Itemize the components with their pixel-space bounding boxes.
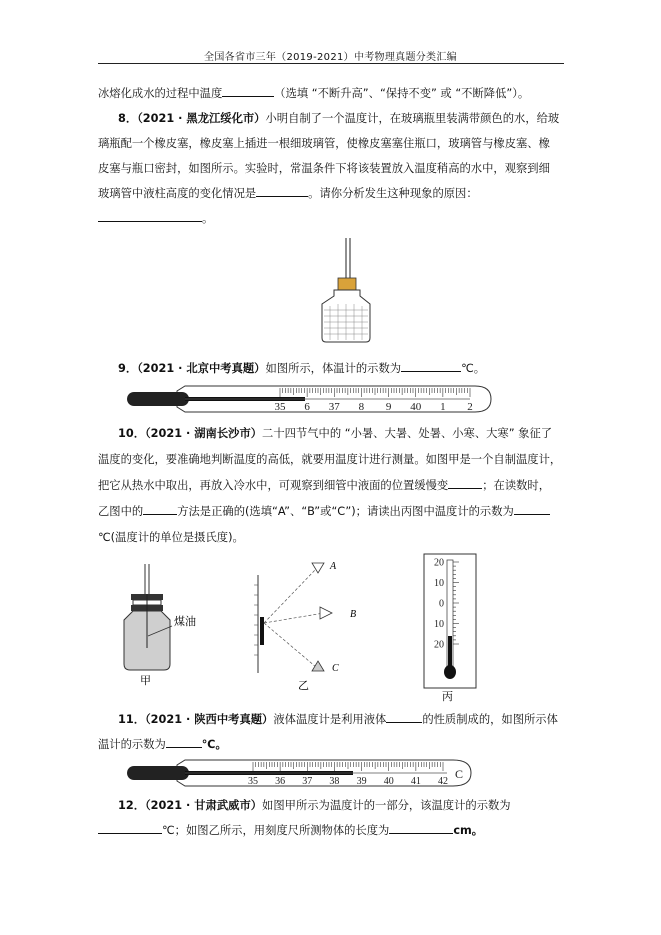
fig-jia-label: 甲 xyxy=(140,674,151,687)
q9-text-a: 如图所示，体温计的示数为 xyxy=(265,362,402,375)
q11-text-c: 温计的示数为 xyxy=(98,738,166,751)
q10-text-b: ；在读数时， xyxy=(482,479,551,492)
q10-blank-2[interactable] xyxy=(143,503,177,515)
page-header: 全国各省市三年（2019-2021）中考物理真题分类汇编 xyxy=(204,52,457,63)
q11-scale-label: 37 xyxy=(302,776,313,787)
q7-text-a: 冰熔化成水的过程中温度 xyxy=(98,87,223,100)
q7-text-b: （选填 “不断升高”、“保持不变” 或 “不断降低”）。 xyxy=(274,87,530,100)
q8-blank-1[interactable] xyxy=(256,185,308,197)
q11-text-d: ℃。 xyxy=(201,738,227,751)
q12-line1 xyxy=(118,797,511,815)
q11-scale-label: 35 xyxy=(248,776,258,787)
q8-text: 小明自制了一个温度计，在玻璃瓶里装满带颜色的水，给玻 xyxy=(265,112,560,125)
fig-bing-label: 丙 xyxy=(442,690,453,703)
q8-line4 xyxy=(98,185,478,203)
fig-jia xyxy=(118,560,208,690)
q9-source: 9．（2021 · 北京中考真题） xyxy=(118,362,266,375)
fig-yi-C: C xyxy=(332,663,339,674)
q11-scale-label: 40 xyxy=(383,776,394,787)
q10-line1 xyxy=(118,425,552,443)
fig-yi-B: B xyxy=(350,609,357,620)
q8-line2: 璃瓶配一个橡皮塞，橡皮塞上插进一根细玻璃管，使橡皮塞塞住瓶口，玻璃管与橡皮塞、橡 xyxy=(98,137,550,150)
q9-blank[interactable] xyxy=(401,360,461,372)
q11-line2 xyxy=(98,736,227,754)
q8-end: 。 xyxy=(202,212,214,225)
q7-blank[interactable] xyxy=(222,85,274,97)
q8-source: 8．（2021 · 黑龙江绥化市） xyxy=(118,112,266,125)
header-divider xyxy=(98,63,564,64)
fig-yi xyxy=(250,555,360,695)
q9-scale-label: 2 xyxy=(467,401,473,413)
q9-scale-label: 8 xyxy=(358,401,365,413)
q8-blank-2[interactable] xyxy=(98,210,202,222)
q11-unit: C xyxy=(455,767,464,781)
q9-scale-label: 37 xyxy=(328,401,340,413)
q11-scale-label: 41 xyxy=(410,776,421,787)
bing-scale-label: 20 xyxy=(434,557,444,569)
q10-text-a: 把它从热水中取出，再放入冷水中，可观察到细管中液面的位置缓慢变 xyxy=(98,479,449,492)
q8-bottle-figure xyxy=(310,236,380,346)
q7-tail xyxy=(98,85,529,103)
q9-scale-label: 40 xyxy=(410,401,422,413)
q9-thermometer xyxy=(125,383,500,415)
q9-scale-label: 1 xyxy=(440,401,446,413)
bing-scale-label: 20 xyxy=(434,639,444,651)
q12-text-c: cm。 xyxy=(453,824,484,837)
q10-text: 二十四节气中的 “小暑、大暑、处暑、小寒、大寒” 象征了 xyxy=(262,427,553,440)
q11-source: 11．（2021 · 陕西中考真题） xyxy=(118,713,274,726)
q9-text-b: ℃。 xyxy=(461,362,486,375)
q12-blank-1[interactable] xyxy=(98,822,162,834)
q10-text-d: 方法是正确的(选填“A”、“B”或“C”)；请读出丙图中温度计的示数为 xyxy=(177,505,514,518)
q10-line2: 温度的变化，要准确地判断温度的高低，就要用温度计进行测量。如图甲是一个自制温度计， xyxy=(98,453,562,466)
q11-scale-label: 42 xyxy=(438,776,448,787)
q12-text-a: 如图甲所示为温度计的一部分，该温度计的示数为 xyxy=(262,799,511,812)
q11-text-b: 的性质制成的，如图所示体 xyxy=(422,713,558,726)
q8-text-b: 。请你分析发生这种现象的原因： xyxy=(308,187,478,200)
q11-line1 xyxy=(118,711,558,729)
q10-line5: ℃(温度计的单位是摄氏度)。 xyxy=(98,531,244,544)
q11-scale-label: 36 xyxy=(275,776,286,787)
bing-scale-label: 10 xyxy=(434,619,444,630)
q8-line1 xyxy=(118,110,559,128)
q11-scale-label: 39 xyxy=(356,776,367,787)
q9-line xyxy=(118,360,485,378)
q12-blank-2[interactable] xyxy=(389,822,453,834)
q10-blank-1[interactable] xyxy=(448,477,482,489)
q10-source: 10．（2021 · 湖南长沙市） xyxy=(118,427,263,440)
q11-scale-label: 38 xyxy=(329,776,340,787)
q9-scale-label: 9 xyxy=(385,401,392,413)
q12-line2 xyxy=(98,822,483,840)
bing-scale-label: 10 xyxy=(434,578,444,589)
q8-text-a: 玻璃管中液柱高度的变化情况是 xyxy=(98,187,257,200)
q9-scale-label: 6 xyxy=(304,401,310,413)
fig-yi-A: A xyxy=(330,561,337,572)
q8-line3: 皮塞与瓶口密封，如图所示。实验时，常温条件下将该装置放入温度稍高的水中，观察到细 xyxy=(98,162,550,175)
q11-thermometer xyxy=(125,757,475,789)
fig-yi-label: 乙 xyxy=(298,679,309,692)
fig-bing xyxy=(418,552,482,704)
q10-blank-3[interactable] xyxy=(514,503,550,515)
q9-scale-label: 35 xyxy=(274,401,286,413)
q8-line5 xyxy=(98,210,213,228)
q10-line3 xyxy=(98,477,550,495)
q12-text-b: ℃；如图乙所示，用刻度尺所测物体的长度为 xyxy=(162,824,390,837)
q11-blank-1[interactable] xyxy=(386,711,422,723)
fig-jia-liquid-label: 煤油 xyxy=(174,615,196,628)
q10-line4 xyxy=(98,503,550,521)
q10-text-c: 乙图中的 xyxy=(98,505,144,518)
q12-source: 12．（2021 · 甘肃武威市） xyxy=(118,799,263,812)
bing-scale-label: 0 xyxy=(439,598,444,610)
q11-blank-2[interactable] xyxy=(166,736,202,748)
q11-text-a: 液体温度计是利用液体 xyxy=(273,713,387,726)
